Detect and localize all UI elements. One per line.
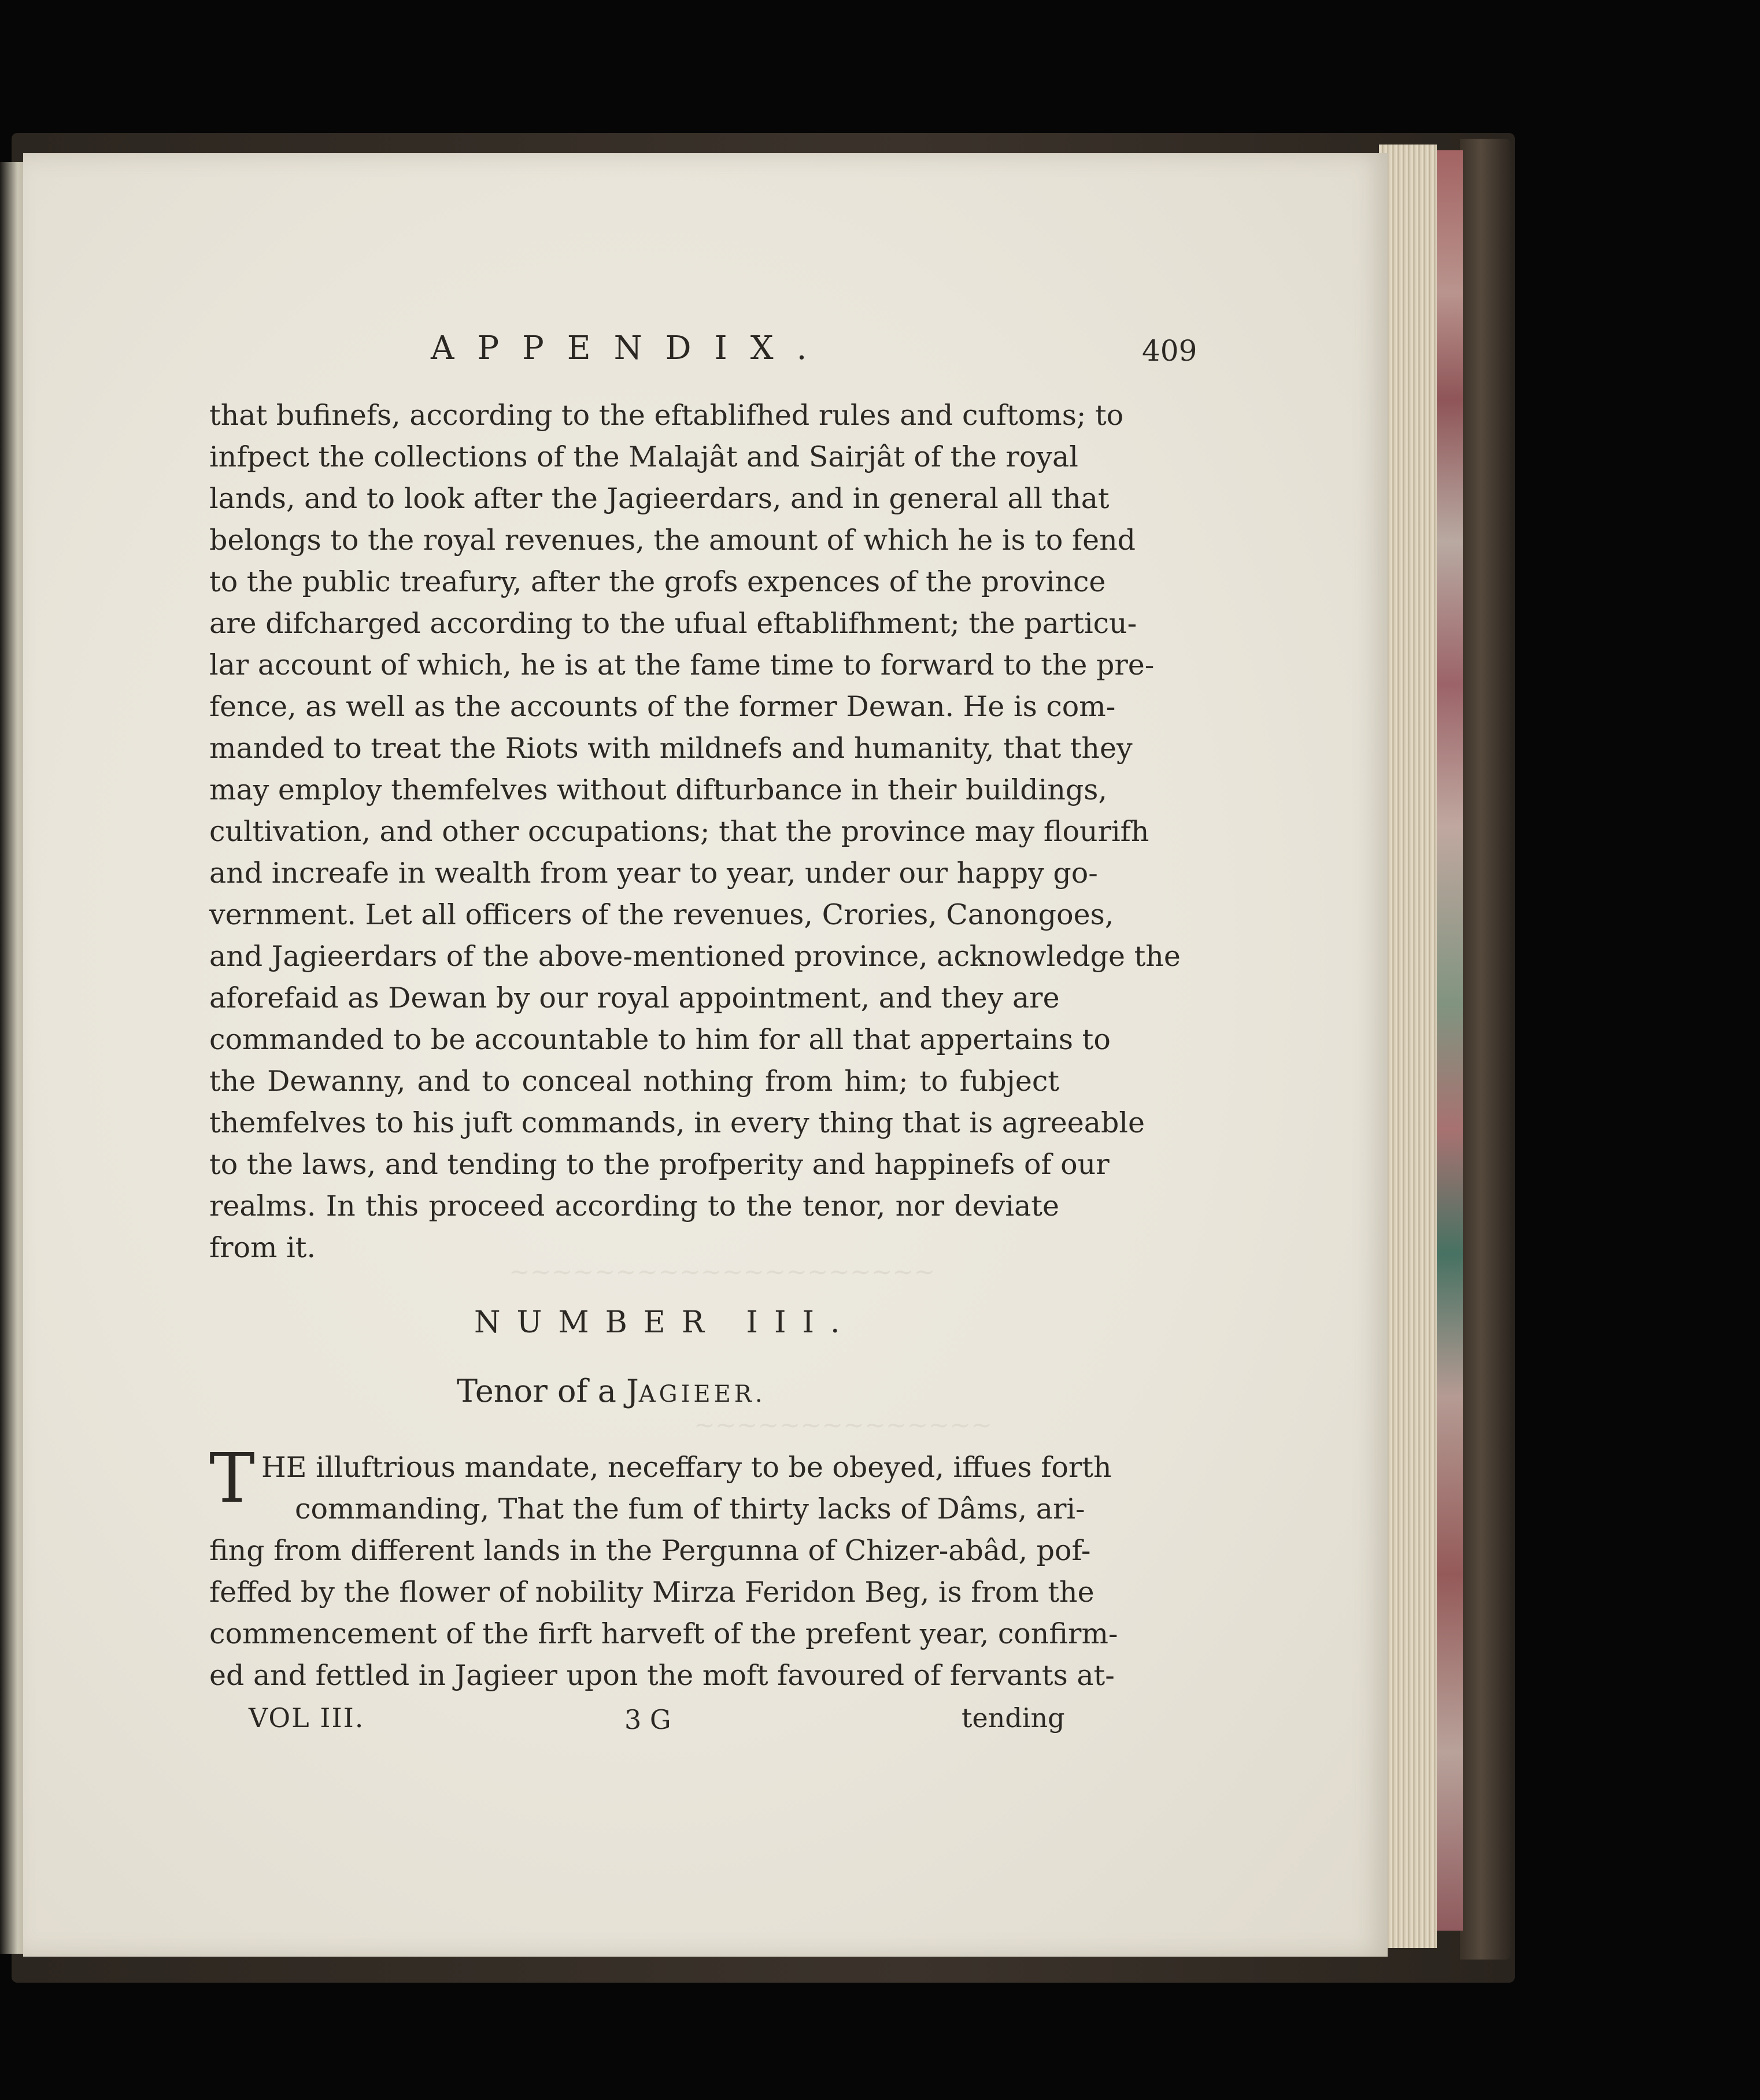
page-number: 409 xyxy=(1142,334,1197,368)
section-title-initial: J xyxy=(626,1373,639,1409)
section-line: fing from different lands in the Pergunna of Chizer-abâd, pof- xyxy=(209,1534,1091,1567)
body-line: realms. In this proceed according to the tenor, nor deviate xyxy=(209,1190,1059,1223)
drop-cap: T xyxy=(209,1438,255,1518)
signature-mark: 3 G xyxy=(624,1704,671,1735)
section-line: HE illuftrious mandate, neceffary to be obeyed, iffues forth xyxy=(261,1451,1112,1484)
running-header: APPENDIX. xyxy=(431,329,830,367)
volume-label: VOL III. xyxy=(249,1702,365,1734)
body-line: infpect the collections of the Malajât and Sairjât of the royal xyxy=(209,440,1078,473)
show-through-decoration: ~~~~~~~~~~~~~~ xyxy=(694,1410,993,1440)
body-line: and increafe in wealth from year to year, under our happy go- xyxy=(209,857,1098,890)
body-line: the Dewanny, and to conceal nothing from him; to fubject xyxy=(209,1065,1059,1098)
section-title-smallcaps: AGIEER. xyxy=(638,1381,766,1408)
section-line: feffed by the flower of nobility Mirza Feridon Beg, is from the xyxy=(209,1576,1095,1609)
body-line: and Jagieerdars of the above-mentioned province, acknowledge the xyxy=(209,940,1181,973)
catchword: tending xyxy=(962,1702,1065,1734)
body-line: cultivation, and other occupations; that the province may flourifh xyxy=(209,815,1149,848)
body-line: to the laws, and tending to the profperity and happinefs of our xyxy=(209,1148,1110,1181)
body-line: commanded to be accountable to him for all that appertains to xyxy=(209,1023,1111,1056)
show-through-decoration: ~~~~~~~~~~~~~~~~~~~~ xyxy=(509,1257,936,1287)
body-line: vernment. Let all officers of the revenues, Crories, Canongoes, xyxy=(209,898,1114,931)
body-line: lands, and to look after the Jagieerdars, and in general all that xyxy=(209,482,1110,515)
body-line: manded to treat the Riots with mildnefs and humanity, that they xyxy=(209,732,1133,765)
body-line: belongs to the royal revenues, the amount of which he is to fend xyxy=(209,524,1136,557)
section-line: commencement of the firft harveft of the prefent year, confirm- xyxy=(209,1617,1118,1650)
body-line: themfelves to his juft commands, in every thing that is agreeable xyxy=(209,1106,1145,1139)
book-binding-right xyxy=(1460,139,1512,1960)
body-line: that bufinefs, according to the eftablifhed rules and cuftoms; to xyxy=(209,399,1124,432)
page-edges xyxy=(1379,145,1437,1948)
section-title-prefix: Tenor of a xyxy=(457,1373,616,1409)
body-line: from it. xyxy=(209,1231,316,1264)
body-line: to the public treafury, after the grofs expences of the province xyxy=(209,565,1106,598)
section-title xyxy=(457,1373,766,1409)
body-line: lar account of which, he is at the fame time to forward to the pre- xyxy=(209,649,1155,682)
section-line: commanding, That the fum of thirty lacks of Dâms, ari- xyxy=(295,1492,1085,1525)
section-number: NUMBER III. xyxy=(474,1305,856,1340)
body-line: fence, as well as the accounts of the former Dewan. He is com- xyxy=(209,690,1116,723)
body-line: aforefaid as Dewan by our royal appointment, and they are xyxy=(209,982,1060,1014)
body-line: are difcharged according to the ufual eftablifhment; the particu- xyxy=(209,607,1137,640)
section-line: ed and fettled in Jagieer upon the moft favoured of fervants at- xyxy=(209,1659,1115,1692)
body-line: may employ themfelves without difturbance in their buildings, xyxy=(209,773,1107,806)
